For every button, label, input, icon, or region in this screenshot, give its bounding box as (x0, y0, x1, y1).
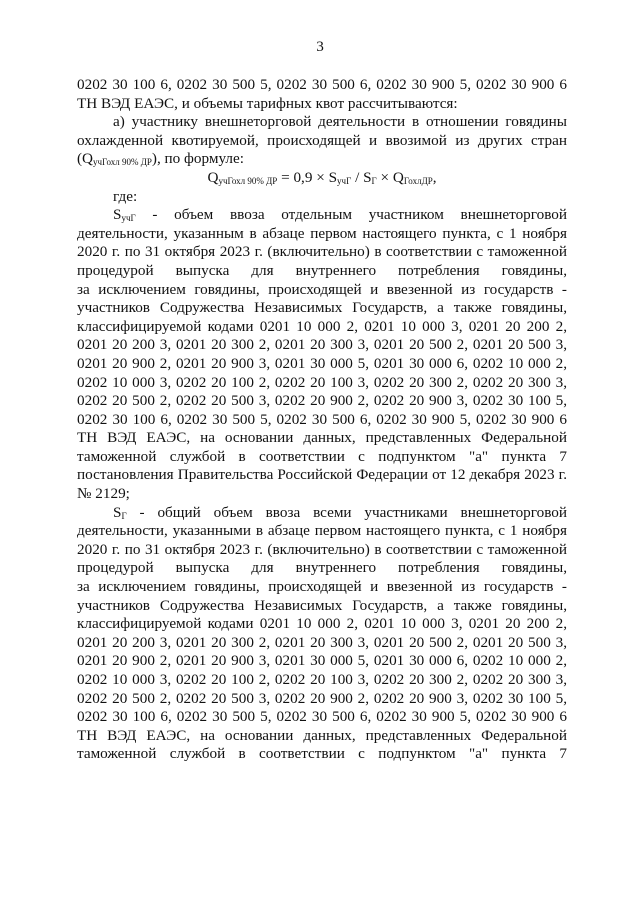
text-line: классифицируемой кодами 0201 10 000 2, 0201 10 000 3, 0201 20 200 2, (77, 317, 567, 335)
text-line: постановления Правительства Российской Федерации от 12 декабря 2023 г. (77, 466, 567, 484)
text-line: 2020 г. по 31 октября 2023 г. (включительно) в соответствии с таможенной (77, 243, 567, 261)
text-line: $S_Г$ - общий объем ввоза всеми участниками внешнеторговой (113, 503, 567, 521)
text-line: $(Q_{учГохл 90\% ДР})$, по формуле: (77, 150, 244, 168)
text-line: таможенной службой в соответствии с подпунктом "а" пункта 7 (77, 745, 567, 763)
text-line: а) участнику внешнеторговой деятельности в отношении говядины (113, 113, 567, 131)
text-line: за исключением говядины, происходящей и ввезенной из государств - (77, 280, 567, 298)
text-line: № 2129; (77, 485, 130, 503)
text-line: охлажденной квотируемой, происходящей и ввозимой из других стран (77, 131, 567, 149)
text-line: ТН ВЭД ЕАЭС, на основании данных, представленных Федеральной (77, 726, 567, 744)
text-line: $S_{учГ}$ - объем ввоза отдельным участником внешнеторговой (113, 206, 567, 224)
text-line: процедурой выпуска для внутреннего потребления говядины, (77, 261, 567, 279)
text-line: 0201 20 900 2, 0201 20 900 3, 0201 30 000 5, 0201 30 000 6, 0202 10 000 2, (77, 354, 567, 372)
text-line: деятельности, указанными в абзаце первом настоящего пункта, с 1 ноября (77, 522, 567, 540)
text-line: таможенной службой в соответствии с подпунктом "а" пункта 7 (77, 447, 567, 465)
text-line: процедурой выпуска для внутреннего потребления говядины, (77, 559, 567, 577)
text-line: 0201 20 200 3, 0201 20 300 2, 0201 20 300 3, 0201 20 500 2, 0201 20 500 3, (77, 633, 567, 651)
text-line: 0202 30 100 6, 0202 30 500 5, 0202 30 500 6, 0202 30 900 5, 0202 30 900 6 (77, 410, 567, 428)
text-line: 2020 г. по 31 октября 2023 г. (включительно) в соответствии с таможенной (77, 540, 567, 558)
text-line: классифицируемой кодами 0201 10 000 2, 0201 10 000 3, 0201 20 200 2, (77, 615, 567, 633)
text-line: 0202 30 100 6, 0202 30 500 5, 0202 30 500 6, 0202 30 900 5, 0202 30 900 6 (77, 708, 567, 726)
text-line: 0201 20 900 2, 0201 20 900 3, 0201 30 000 5, 0201 30 000 6, 0202 10 000 2, (77, 652, 567, 670)
text-line: 0201 20 200 3, 0201 20 300 2, 0201 20 300 3, 0201 20 500 2, 0201 20 500 3, (77, 336, 567, 354)
text-line: 0202 10 000 3, 0202 20 100 2, 0202 20 100 3, 0202 20 300 2, 0202 20 300 3, (77, 671, 567, 688)
text-line: 0202 20 500 2, 0202 20 500 3, 0202 20 900 2, 0202 20 900 3, 0202 30 100 5, (77, 392, 567, 410)
text-line: ТН ВЭД ЕАЭС, и объемы тарифных квот рассчитываются: (77, 94, 458, 112)
text-line: где: (113, 187, 138, 205)
document-body (77, 76, 567, 764)
text-line: 0202 20 500 2, 0202 20 500 3, 0202 20 900 2, 0202 20 900 3, 0202 30 100 5, (77, 689, 567, 707)
text-line: 0202 30 100 6, 0202 30 500 5, 0202 30 500 6, 0202 30 900 5, 0202 30 900 6 (77, 76, 567, 93)
text-line: 0202 10 000 3, 0202 20 100 2, 0202 20 100 3, 0202 20 300 2, 0202 20 300 3, (77, 373, 567, 391)
text-line: деятельности, указанным в абзаце первом настоящего пункта, с 1 ноября (77, 224, 567, 242)
text-line: $Q_{учГохл 90\% ДР} = 0,9 \times S_{учГ} / S_Г \times Q_{ГохлДР}$, (207, 168, 437, 186)
text-line: участников Содружества Независимых Государств, а также говядины, (77, 596, 567, 614)
text-line: ТН ВЭД ЕАЭС, на основании данных, представленных Федеральной (77, 429, 567, 447)
text-line: участников Содружества Независимых Государств, а также говядины, (77, 299, 567, 317)
page-number: 3 (316, 38, 324, 55)
text-line: за исключением говядины, происходящей и ввезенной из государств - (77, 578, 567, 596)
